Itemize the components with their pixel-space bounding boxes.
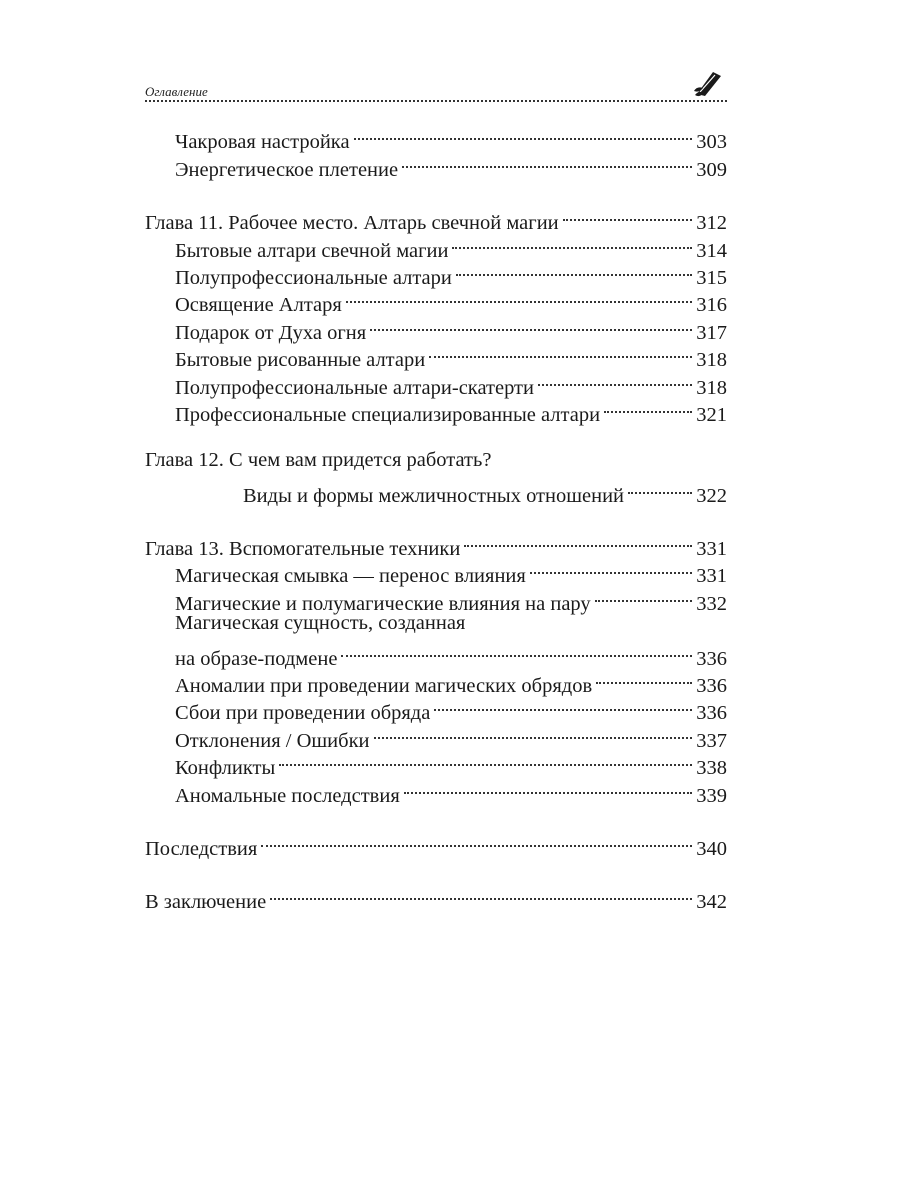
toc-entry-page: 332 xyxy=(696,592,727,615)
toc-section-consequences[interactable] xyxy=(145,828,727,860)
dot-leader xyxy=(628,474,692,501)
dot-leader xyxy=(341,637,692,664)
toc-entry-page: 314 xyxy=(696,239,727,262)
toc-entry-page: 317 xyxy=(696,321,727,344)
toc-entry-page: 336 xyxy=(696,675,727,698)
toc-entry-title: на образе-подмене xyxy=(175,647,338,670)
dot-leader xyxy=(370,311,692,338)
header-dotted-rule xyxy=(145,100,727,102)
toc-entry-title: Профессиональные специализированные алтари xyxy=(175,403,601,426)
toc-chapter-page: 322 xyxy=(696,484,727,507)
toc-entry-title: Аномальные последствия xyxy=(175,784,400,807)
toc-entry-page: 318 xyxy=(696,376,727,399)
toc-entry-title: Магические и полумагические влияния на пару xyxy=(175,592,591,615)
toc-chapter-12-subtitle[interactable] xyxy=(145,474,727,507)
toc-entry-page: 331 xyxy=(696,565,727,588)
toc-chapter-11[interactable] xyxy=(145,202,727,235)
toc-section-conclusion[interactable] xyxy=(145,881,727,914)
toc-entry-page: 309 xyxy=(696,158,727,181)
feather-pen-icon xyxy=(691,66,725,100)
toc-entry-title: Чакровая настройка xyxy=(175,131,350,154)
toc-entry-page: 315 xyxy=(696,266,727,289)
toc-section-page: 340 xyxy=(696,837,727,860)
toc-chapter-title: Глава 13. Вспомогательные техники xyxy=(145,538,461,561)
toc-chapter-title: Глава 11. Рабочее место. Алтарь свечной магии xyxy=(145,212,559,235)
toc-entry-title: Бытовые рисованные алтари xyxy=(175,349,426,372)
toc-entry-title: Подарок от Духа огня xyxy=(175,321,367,344)
dot-leader xyxy=(596,665,692,692)
toc-entry-title: Полупрофессиональные алтари-скатерти xyxy=(175,376,534,399)
toc-entry-page: 321 xyxy=(696,403,727,426)
toc-entry-title: Конфликты xyxy=(175,757,276,780)
table-of-contents xyxy=(145,121,727,914)
toc-entry-page: 303 xyxy=(696,131,727,154)
dot-leader xyxy=(530,555,692,582)
dot-leader xyxy=(456,257,692,284)
toc-chapter-13[interactable] xyxy=(145,528,727,561)
dot-leader xyxy=(261,828,692,855)
toc-chapter-page: 331 xyxy=(696,538,727,561)
toc-section-page: 342 xyxy=(696,891,727,914)
dot-leader xyxy=(354,121,693,148)
toc-chapter-12[interactable] xyxy=(145,447,727,474)
dot-leader xyxy=(563,202,693,229)
toc-entry-page: 338 xyxy=(696,757,727,780)
dot-leader xyxy=(434,692,692,719)
dot-leader xyxy=(538,366,692,393)
dot-leader xyxy=(595,582,693,609)
toc-entry[interactable] xyxy=(145,637,727,670)
dot-leader xyxy=(464,528,692,555)
toc-chapter-title: Глава 12. С чем вам придется работать? xyxy=(145,448,492,471)
dot-leader xyxy=(374,719,693,746)
toc-entry-page: 316 xyxy=(696,294,727,317)
dot-leader xyxy=(452,229,692,256)
toc-entry-title: Энергетическое плетение xyxy=(175,158,399,181)
toc-entry-page: 339 xyxy=(696,784,727,807)
toc-entry-title: Отклонения / Ошибки xyxy=(175,729,370,752)
dot-leader xyxy=(279,747,692,774)
toc-entry-title: Магическая сущность, созданная xyxy=(175,611,466,634)
toc-entry-title: Аномалии при проведении магических обрядов xyxy=(175,675,593,698)
toc-section-title: Последствия xyxy=(145,837,258,860)
toc-entry[interactable] xyxy=(145,121,727,154)
dot-leader xyxy=(270,881,692,908)
running-header xyxy=(145,70,727,102)
toc-entry-page: 318 xyxy=(696,349,727,372)
toc-entry-line1[interactable] xyxy=(145,610,727,637)
toc-entry-title: Освящение Алтаря xyxy=(175,294,342,317)
toc-entry-page: 336 xyxy=(696,702,727,725)
dot-leader xyxy=(402,148,692,175)
dot-leader xyxy=(604,394,692,421)
dot-leader xyxy=(404,774,693,801)
running-header-title: Оглавление xyxy=(145,84,208,99)
toc-entry-page: 336 xyxy=(696,647,727,670)
toc-entry-page: 337 xyxy=(696,729,727,752)
toc-entry-title: Магическая смывка — перенос влияния xyxy=(175,565,526,588)
toc-chapter-page: 312 xyxy=(696,212,727,235)
toc-entry-title: Бытовые алтари свечной магии xyxy=(175,239,449,262)
dot-leader xyxy=(429,339,692,366)
toc-entry-title: Сбои при проведении обряда xyxy=(175,702,431,725)
toc-chapter-subtitle: Виды и формы межличностных отношений xyxy=(243,484,625,507)
dot-leader xyxy=(346,284,692,311)
toc-entry-title: Полупрофессиональные алтари xyxy=(175,266,452,289)
toc-section-title: В заключение xyxy=(145,891,267,914)
